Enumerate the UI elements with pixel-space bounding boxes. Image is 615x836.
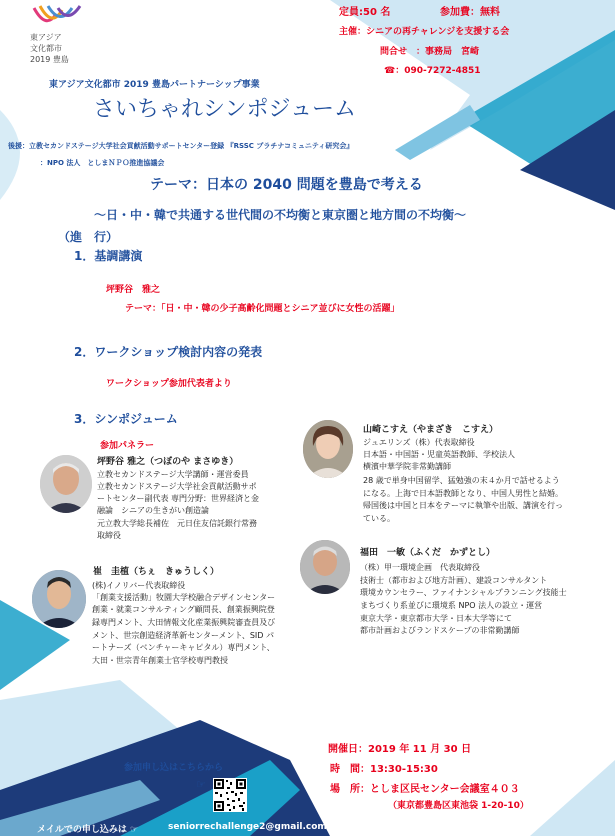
panelist-4-line-5: 東京大学・東京都市大学・日本大学等にて (360, 614, 512, 623)
panelist-2-line-6: 帰国後は中国と日本をテーマに執筆や出版、講演を行っ (363, 501, 563, 510)
qr-code-icon (213, 778, 247, 812)
panelist-3-line-1: (株)イノリバー代表取締役 (92, 581, 186, 590)
logo (22, 4, 110, 74)
program-item-2: 2．ワークショップ検討内容の発表 (74, 345, 263, 359)
workshop-detail: ワークショップ参加代表者より (106, 379, 232, 389)
panelist-4-line-2: 技術士（都市および地方計画）、建設コンサルタント (360, 576, 548, 585)
panelist-4-line-4: まちづくり系並びに環境系 NPO 法人の設立・運営 (360, 601, 543, 610)
program-item-3: 3．シンポジューム (74, 412, 178, 426)
phone-text: ☎：090-7272-4851 (384, 66, 481, 76)
logo-line-1: 東アジア (30, 33, 62, 42)
ribbon-logo-icon (32, 4, 82, 30)
panelist-3-line-3: 創業・就業コンサルティング顧問長、創業振興院登 (92, 605, 275, 614)
panelist-2-line-3: 横濱中華学院非常勤講師 (363, 462, 451, 471)
panelist-1-line-5: 元立教大学総長補佐 元日住友信託銀行常務 (97, 519, 257, 528)
panelist-3-line-6: ートナーズ（ベンチャーキャピタル）専門メント、 (92, 643, 275, 652)
event-address: （東京都豊島区東池袋 1-20-10） (388, 801, 529, 811)
organizer-text: 主催：シニアの再チャレンジを支援する会 (339, 27, 510, 37)
capacity-text: 定員:50 名 (339, 7, 391, 18)
theme-title: テーマ：日本の 2040 問題を豊島で考える (150, 177, 423, 193)
logo-line-2: 文化都市 (30, 44, 62, 53)
panelist-4-line-6: 都市計画およびランドスケープの非常勤講師 (360, 626, 520, 635)
theme-subtitle: 〜日・中・韓で共通する世代間の不均衡と東京圏と地方間の不均衡〜 (94, 208, 467, 222)
program-heading: （進 行） (58, 230, 119, 244)
panelist-3-line-7: 大田・世宗青年創業士官学校専門教授 (92, 656, 228, 665)
panelist-2-photo (303, 420, 353, 478)
partnership-line: 東アジア文化都市 2019 豊島パートナーシップ事業 (49, 80, 260, 90)
logo-line-3: 2019 豊島 (30, 55, 69, 64)
panelist-3-line-4: 録専門メント、大田情報文化産業振興院審査員及び (92, 618, 276, 627)
panelist-1-line-2: 立教セカンドステージ大学社会貢献活動サポ (97, 482, 257, 491)
qr-code[interactable] (213, 778, 247, 812)
apply-label: 参加申し込はこちらから (124, 763, 224, 773)
panelist-1-line-4: 融論 シニアの生きがい創造論 (97, 506, 209, 515)
panelist-3-line-5: メント、世宗創造経済革新センターメント、SID パ (92, 631, 274, 640)
panelist-3-photo (32, 570, 86, 628)
contact-text: 問合せ ：事務局 宮崎 (380, 47, 480, 57)
panelist-4-line-1: （株）甲一環境企画 代表取締役 (360, 563, 480, 572)
event-time: 時 間：13:30-15:30 (330, 764, 438, 775)
panelist-1-line-1: 立教セカンドステージ大学講師・運営委員 (97, 470, 249, 479)
fee-text: 参加費：無料 (440, 7, 500, 18)
panelist-3-name: 崔 圭植（ちぇ きゅうしく） (93, 567, 220, 577)
panelist-4-line-3: 環境カウンセラー、ファイナンシャルプランニング技能士 (360, 588, 567, 597)
panelist-2-line-4: 28 歳で単身中国留学、猛勉強の末４か月で話せるよう (363, 476, 560, 485)
event-date: 開催日：2019 年 11 月 30 日 (328, 744, 472, 755)
panelist-2-line-2: 日本語・中国語・児童英語教師、学校法人 (363, 450, 515, 459)
main-title: さいちゃれシンポジューム (93, 97, 357, 122)
panel-heading: 参加パネラー (100, 441, 155, 451)
pointing-hand-icon: ☞ (196, 778, 206, 791)
panelist-2-name: 山崎こすえ（やまざき こすえ） (363, 425, 499, 435)
program-item-1: 1．基調講演 (74, 249, 143, 263)
event-place: 場 所：としま区民センター会議室４０３ (330, 784, 520, 795)
keynote-theme: テーマ：「日・中・韓の少子高齢化問題とシニア並びに女性の活躍」 (125, 304, 400, 314)
panelist-1-line-6: 取締役 (97, 531, 121, 540)
email-label: メイルでの申し込みは ☞ (37, 825, 139, 835)
panelist-1-line-3: ートセンター副代表 専門分野：世界経済と金 (97, 494, 259, 503)
keynote-speaker: 坪野谷 雅之 (106, 285, 161, 295)
email-link[interactable]: seniorrechallenge2@gmail.com (168, 822, 327, 832)
panelist-1-name: 坪野谷 雅之（つぼのや まさゆき） (97, 457, 239, 467)
supporter-line-2: ：NPO 法人 としまＮＰＯ推進協議会 (40, 159, 165, 167)
panelist-4-photo (300, 540, 350, 594)
panelist-2-line-7: ている。 (363, 514, 395, 523)
panelist-3-line-2: 「創業支援活動」牧園大学校融合デザインセンター (92, 593, 276, 602)
panelist-2-line-1: ジュエリンズ（株）代表取締役 (363, 438, 475, 447)
supporter-line-1: 後援：立教セカンドステージ大学社会貢献活動サポートセンター登録 『RSSC プラチナコミュニティ研究会』 (8, 142, 354, 150)
panelist-2-line-5: になる。上海で日本語教師となり、中国人男性と結婚。 (363, 489, 563, 498)
panelist-4-name: 福田 一敏（ふくだ かずとし） (360, 548, 496, 558)
panelist-1-photo (40, 455, 92, 513)
